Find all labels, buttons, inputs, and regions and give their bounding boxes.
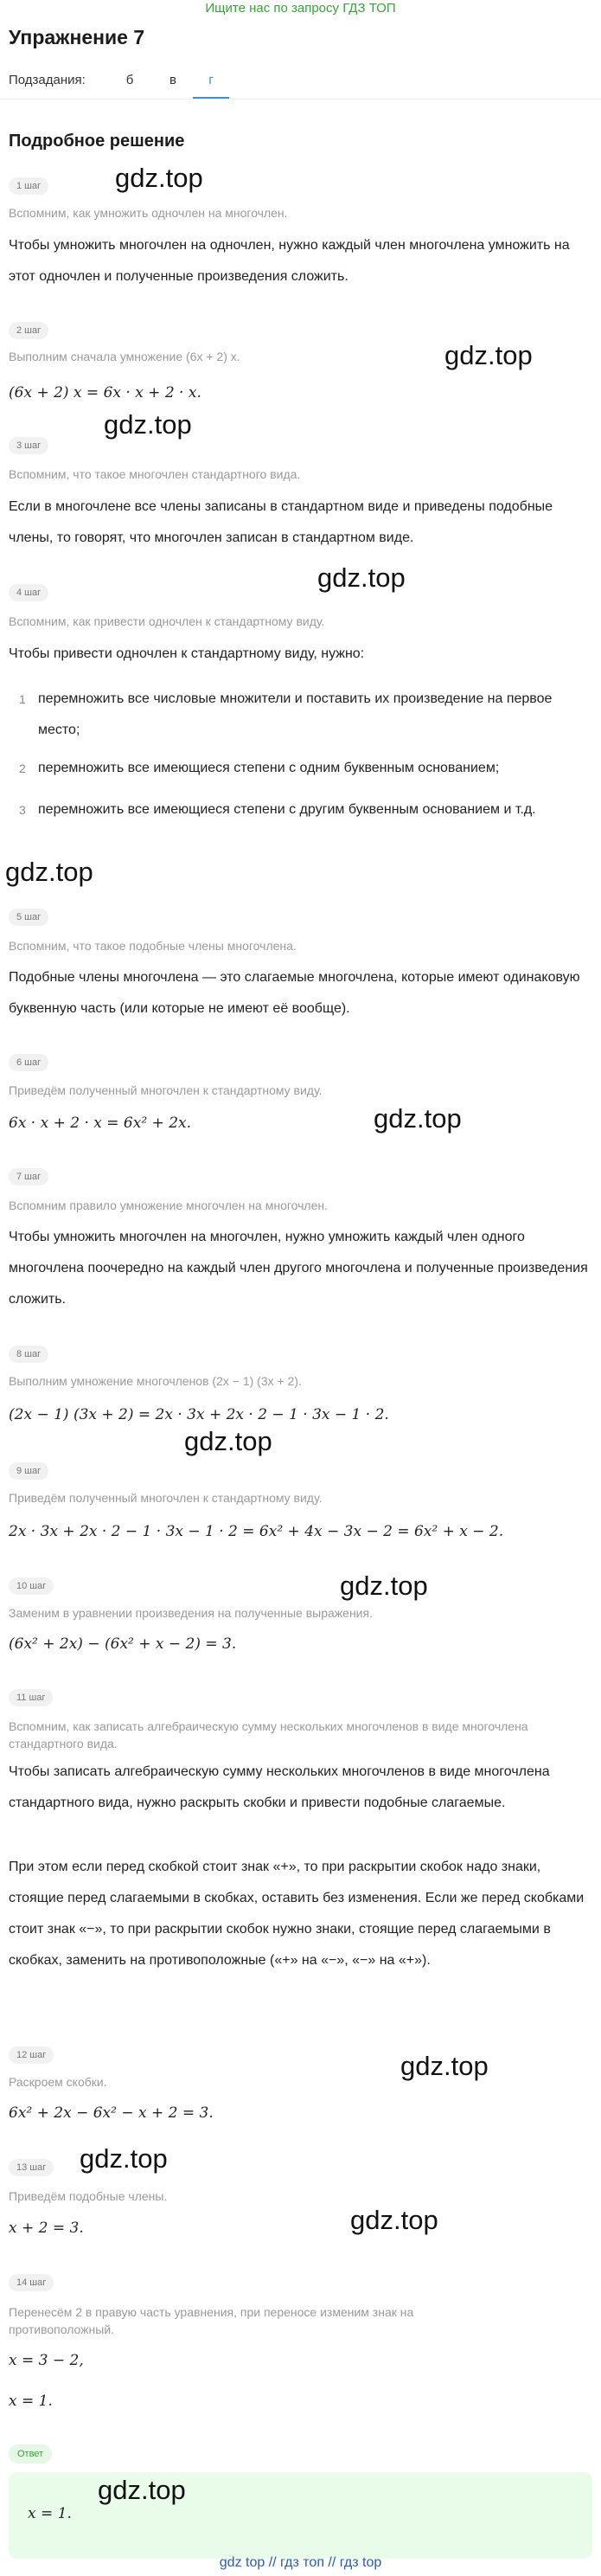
- step-math: (6x + 2) x = 6x · x + 2 · x.: [9, 384, 201, 401]
- watermark: gdz.top: [350, 2205, 438, 2235]
- step-math: 2x · 3x + 2x · 2 − 1 · 3x − 1 · 2 = 6x² + 4x − 3x − 2 = 6x² + x − 2.: [9, 1523, 504, 1540]
- promo-banner: Ищите нас по запросу ГДЗ ТОП: [205, 1, 396, 16]
- step-math: (6x² + 2x) − (6x² + x − 2) = 3.: [9, 1635, 237, 1653]
- step-hint: Приведём полученный многочлен к стандартному виду.: [9, 1083, 323, 1097]
- step-math: x = 1.: [9, 2393, 53, 2410]
- step-hint: Перенесём 2 в правую часть уравнения, при переносе изменим знак на противоположный.: [9, 2305, 414, 2336]
- watermark: gdz.top: [184, 1426, 272, 1456]
- step-label: 5 шаг: [9, 909, 48, 926]
- tab-g[interactable]: г: [208, 73, 214, 87]
- list-item: перемножить все имеющиеся степени с одним буквенным основанием;: [38, 761, 500, 775]
- watermark: gdz.top: [115, 163, 203, 193]
- answer-box: [9, 2472, 592, 2559]
- step-label: 11 шаг: [9, 1689, 53, 1706]
- watermark: gdz.top: [104, 409, 192, 440]
- step-hint: Вспомним правило умножение многочлен на многочлен.: [9, 1198, 329, 1212]
- answer-math: x = 1.: [28, 2505, 72, 2522]
- step-text: Чтобы умножить многочлен на многочлен, нужно умножить каждый член одного многочлена поочередно на каждый член другого многочлена и полученные произведения сложить.: [9, 1230, 588, 1307]
- step-hint: Выполним сначала умножение (6x + 2) x.: [9, 350, 240, 363]
- step-label: 4 шаг: [9, 584, 48, 601]
- step-label: 8 шаг: [9, 1346, 48, 1363]
- solution-heading: Подробное решение: [9, 132, 185, 151]
- page-title: Упражнение 7: [9, 26, 145, 48]
- step-label: 10 шаг: [9, 1577, 54, 1595]
- step-text: Если в многочлене все члены записаны в стандартном виде и приведены подобные члены, то говорят, что многочлен записан в стандартном виде.: [9, 499, 553, 545]
- step-math: x + 2 = 3.: [9, 2219, 84, 2237]
- tab-b[interactable]: б: [125, 73, 134, 87]
- watermark: gdz.top: [444, 340, 533, 370]
- step-text: Чтобы привести одночлен к стандартному виду, нужно:: [9, 646, 365, 661]
- step-text: Чтобы умножить многочлен на одночлен, нужно каждый член многочлена умножить на этот одночлен и полученные произведения сложить.: [9, 238, 570, 284]
- tabs-divider: [0, 99, 601, 100]
- answer-label: Ответ: [9, 2444, 52, 2464]
- step-hint: Заменим в уравнении произведения на полученные выражения.: [9, 1606, 373, 1620]
- watermark: gdz.top: [80, 2143, 168, 2174]
- step-hint: Выполним умножение многочленов (2x − 1) (3x + 2).: [9, 1374, 302, 1388]
- footer-links[interactable]: gdz top // гдз топ // гдз top: [219, 2555, 382, 2570]
- step-hint: Приведём полученный многочлен к стандартному виду.: [9, 1491, 323, 1505]
- step-hint: Раскроем скобки.: [9, 2075, 107, 2089]
- list-number: 1: [19, 692, 26, 706]
- list-item: перемножить все имеющиеся степени с другим буквенным основанием и т.д.: [38, 802, 536, 817]
- watermark: gdz.top: [340, 1571, 428, 1601]
- step-text: Подобные члены многочлена — это слагаемые многочлена, которые имеют одинаковую буквенную часть (или которые не имеют её вообще).: [9, 970, 580, 1016]
- step-label: 1 шаг: [9, 177, 48, 195]
- step-label: 6 шаг: [9, 1054, 48, 1071]
- watermark: gdz.top: [400, 2051, 489, 2081]
- watermark: gdz.top: [98, 2475, 186, 2505]
- step-math: 6x² + 2x − 6x² − x + 2 = 3.: [9, 2104, 214, 2122]
- tab-v[interactable]: в: [169, 73, 176, 87]
- step-label: 3 шаг: [9, 437, 48, 454]
- step-math: (2x − 1) (3x + 2) = 2x · 3x + 2x · 2 − 1 · 3x − 1 · 2.: [9, 1406, 389, 1423]
- subtasks-label: Подзадания:: [9, 73, 86, 87]
- step-label: 9 шаг: [9, 1462, 48, 1480]
- step-label: 14 шаг: [9, 2274, 54, 2291]
- step-hint: Вспомним, что такое многочлен стандартного вида.: [9, 467, 301, 481]
- step-hint: Вспомним, как привести одночлен к стандартному виду.: [9, 614, 325, 628]
- active-tab-indicator: [193, 97, 229, 99]
- watermark: gdz.top: [374, 1103, 462, 1134]
- step-math: 6x · x + 2 · x = 6x² + 2x.: [9, 1115, 191, 1132]
- step-label: 7 шаг: [9, 1168, 48, 1185]
- step-label: 13 шаг: [9, 2159, 54, 2176]
- list-item: перемножить все числовые множители и поставить их произведение на первое место;: [38, 691, 553, 737]
- watermark: gdz.top: [5, 857, 93, 887]
- step-hint: Вспомним, как записать алгебраическую сумму нескольких многочленов в виде многочлена стандартного вида.: [9, 1719, 528, 1751]
- step-label: 12 шаг: [9, 2046, 54, 2064]
- step-text: При этом если перед скобкой стоит знак «+», то при раскрытии скобок надо знаки, стоящие перед слагаемыми в скобках, оставить без изменения. Если же перед скобками стоит знак «−», то при раскрытии скобок нужно знаки, стоящие перед слагаемыми в скобках, заменить на противоположные («+» на «−», «−» на «+»).: [9, 1860, 585, 1968]
- step-hint: Приведём подобные члены.: [9, 2189, 168, 2203]
- step-hint: Вспомним, что такое подобные члены многочлена.: [9, 939, 297, 953]
- step-label: 2 шаг: [9, 322, 48, 339]
- watermark: gdz.top: [317, 562, 406, 593]
- step-math: x = 3 − 2,: [9, 2352, 84, 2369]
- list-number: 3: [19, 803, 26, 817]
- step-hint: Вспомним, как умножить одночлен на многочлен.: [9, 206, 288, 220]
- list-number: 2: [19, 761, 26, 775]
- step-text: Чтобы записать алгебраическую сумму нескольких многочленов в виде многочлена стандартного вида, нужно раскрыть скобки и привести подобные слагаемые.: [9, 1764, 550, 1810]
